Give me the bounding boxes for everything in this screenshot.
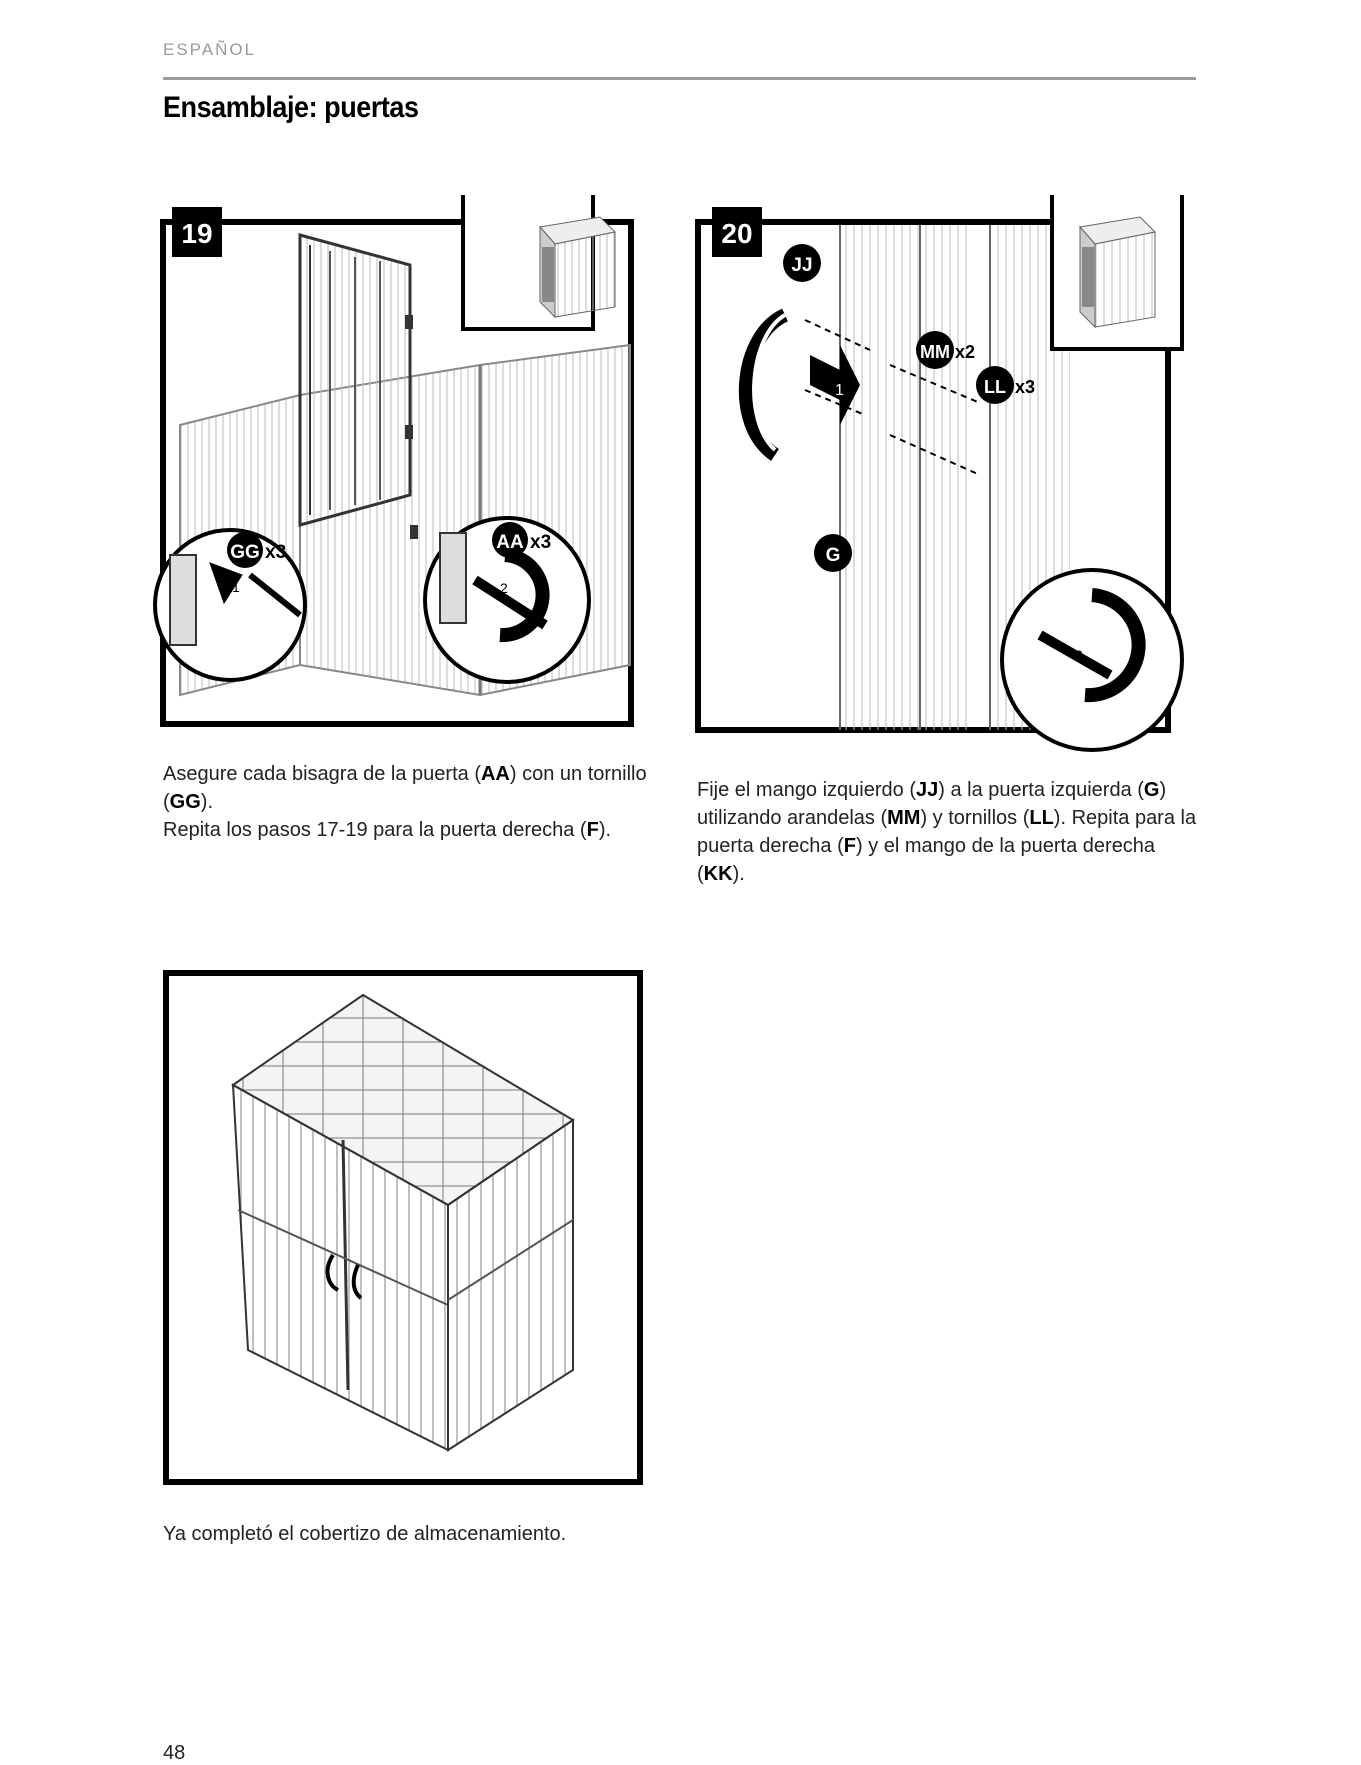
step-20-arrow-label-2: 2	[1075, 647, 1083, 663]
svg-text:x3: x3	[530, 532, 552, 553]
arrow-label-2: 2	[500, 580, 508, 596]
header-rule	[163, 77, 1196, 80]
page-number: 48	[163, 1742, 186, 1764]
completed-shed-figure	[163, 970, 643, 1485]
svg-text:LL: LL	[984, 377, 1006, 397]
callout-jj	[783, 244, 821, 282]
step-20-caption: Fije el mango izquierdo (JJ) a la puerta izquierda (G) utilizando arandelas (MM) y tornillos (LL). Repita para la puerta derecha (F) y el mango de la puerta derecha (KK).	[697, 779, 1197, 885]
step-20-arrow-label-1: 1	[835, 382, 844, 399]
step-20-thumbnail-shed	[1060, 202, 1160, 342]
arrow-label-1: 1	[232, 579, 240, 595]
callout-g	[814, 534, 852, 572]
page-title: Ensamblaje: puertas	[163, 91, 419, 124]
language-label: ESPAÑOL	[163, 40, 257, 59]
step-19-caption: Asegure cada bisagra de la puerta (AA) con un tornillo (GG). Repita los pasos 17-19 para la puerta derecha (F).	[163, 763, 647, 841]
svg-text:MM: MM	[920, 342, 950, 362]
svg-text:AA: AA	[496, 532, 524, 553]
step-20-number: 20	[721, 218, 753, 249]
svg-text:x2: x2	[955, 342, 976, 362]
svg-text:G: G	[825, 545, 841, 566]
step-19-number: 19	[181, 218, 213, 249]
step-19-badge	[172, 207, 222, 257]
step-20-badge	[712, 207, 762, 257]
step-19-thumbnail-shed	[520, 202, 620, 332]
svg-text:x3: x3	[265, 542, 287, 563]
svg-text:JJ: JJ	[791, 255, 813, 276]
svg-text:x3: x3	[1015, 377, 1036, 397]
completed-caption: Ya completó el cobertizo de almacenamiento.	[163, 1523, 567, 1545]
svg-text:GG: GG	[230, 542, 260, 563]
